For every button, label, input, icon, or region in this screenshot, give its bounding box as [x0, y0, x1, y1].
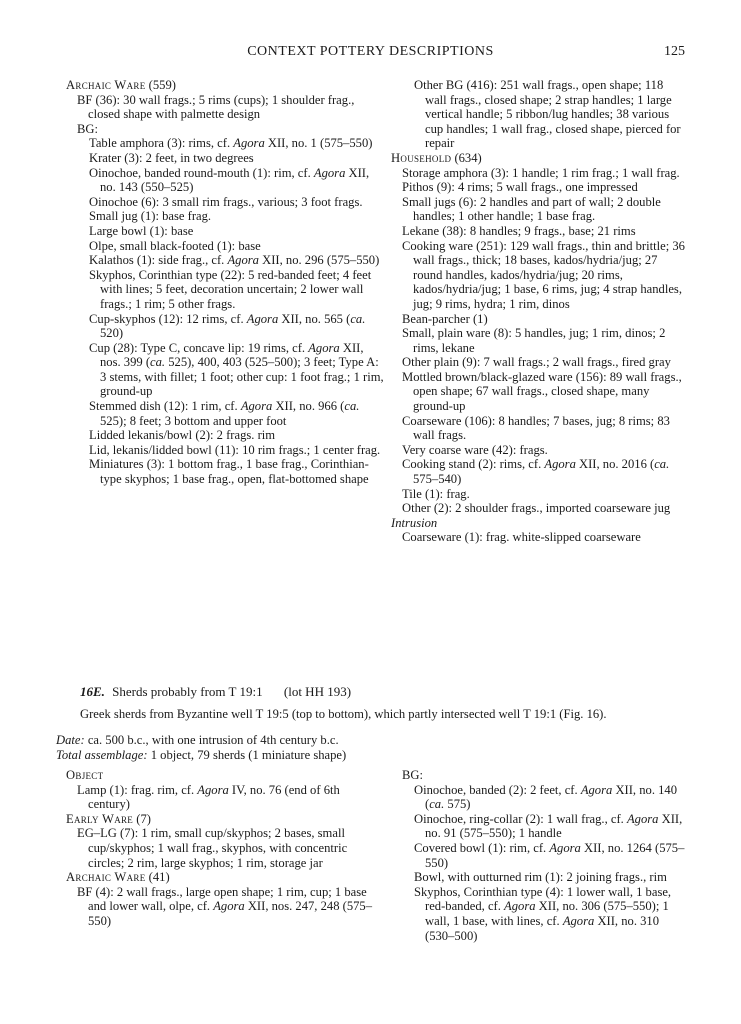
catalogue-entry [391, 195, 685, 224]
catalogue-entry [66, 166, 384, 195]
catalogue-entry [391, 414, 685, 443]
column-3 [66, 768, 384, 929]
catalogue-entry [66, 826, 384, 870]
entry-text: Other BG (416): 251 wall frags., open shape; 118 wall frags., closed shape; 2 strap handles; 1 large vertical handle; 5 ribbon/lug handles; 38 various cup handles; 1 wall frag., closed shape, pierced for repair [414, 78, 681, 151]
lot-label: 16E. [80, 684, 105, 699]
catalogue-entry [391, 870, 685, 885]
page-header [0, 44, 741, 64]
catalogue-entry [66, 443, 384, 458]
entry-text: Oinochoe, banded round-mouth (1): rim, cf. Agora XII, no. 143 (550–525) [89, 165, 370, 195]
catalogue-entry [391, 841, 685, 870]
entry-text: Large bowl (1): base [89, 223, 194, 238]
lot-intro: Greek sherds from Byzantine well T 19:5 (top to bottom), which partly intersected well T 19:1 (Fig. 16). [80, 707, 607, 721]
entry-text: Very coarse ware (42): frags. [402, 442, 548, 457]
entry-text: Skyphos, Corinthian type (4): 1 lower wall, 1 base, red-banded, cf. Agora XII, no. 306 (575–550); 1 wall, 1 base, with lines, cf. Agora XII, no. 310 (530–500) [414, 884, 672, 943]
catalogue-entry [391, 355, 685, 370]
catalogue-entry [66, 885, 384, 929]
entry-text: Tile (1): frag. [402, 486, 470, 501]
catalogue-entry [391, 783, 685, 812]
entry-text: (559) [145, 78, 176, 92]
entry-text: Storage amphora (3): 1 handle; 1 rim frag.; 1 wall frag. [402, 165, 680, 180]
entry-text: Pithos (9): 4 rims; 5 wall frags., one impressed [402, 180, 638, 195]
catalogue-entry [66, 268, 384, 312]
catalogue-entry [391, 239, 685, 312]
catalogue-entry [391, 326, 685, 355]
catalogue-entry [66, 399, 384, 428]
entry-text: Other plain (9): 7 wall frags.; 2 wall frags., fired gray [402, 355, 671, 370]
catalogue-entry [66, 195, 384, 210]
page-number: 125 [664, 44, 685, 59]
catalogue-entry [391, 78, 685, 151]
section-heading [66, 812, 384, 827]
catalogue-entry [391, 457, 685, 486]
total-label: Total assemblage: [56, 747, 148, 762]
catalogue-entry [391, 487, 685, 502]
lot-meta [56, 733, 696, 762]
heading-label: Household [391, 150, 452, 165]
catalogue-entry [66, 151, 384, 166]
entry-text: Other (2): 2 shoulder frags., imported coarseware jug [402, 501, 671, 516]
catalogue-entry [66, 224, 384, 239]
entry-text: BG: [402, 768, 423, 782]
catalogue-entry [391, 501, 685, 516]
entry-text: Oinochoe, banded (2): 2 feet, cf. Agora XII, no. 140 (ca. 575) [414, 782, 678, 812]
entry-text: EG–LG (7): 1 rim, small cup/skyphos; 2 bases, small cup/skyphos; 1 wall frag., skyphos, with concentric circles; 2 rim, large skyphos; 1 rim, storage jar [77, 826, 348, 870]
section-heading [66, 870, 384, 885]
column-4 [391, 768, 685, 943]
entry-text: Lamp (1): frag. rim, cf. Agora IV, no. 76 (end of 6th century) [77, 782, 340, 812]
catalogue-entry [391, 180, 685, 195]
entry-text: BF (36): 30 wall frags.; 5 rims (cups); 1 shoulder frag., closed shape with palmette design [77, 92, 355, 122]
total-text: 1 object, 79 sherds (1 miniature shape) [147, 747, 347, 762]
entry-text: Small jugs (6): 2 handles and part of wall; 2 double handles; 1 other handle; 1 base frag. [402, 194, 661, 224]
catalogue-entry [66, 457, 384, 486]
heading-label: Early Ware [66, 811, 134, 826]
entry-text: BF (4): 2 wall frags., large open shape; 1 rim, cup; 1 base and lower wall, olpe, cf. Agora XII, nos. 247, 248 (575–550) [77, 884, 373, 928]
entry-text: Small jug (1): base frag. [89, 209, 212, 224]
column-1 [66, 78, 384, 487]
lot-number: (lot HH 193) [283, 684, 352, 699]
catalogue-entry [391, 530, 685, 545]
section-heading [391, 151, 685, 166]
entry-text: Cooking ware (251): 129 wall frags., thin and brittle; 36 wall frags., thick; 18 bases, kados/hydria/jug; 27 round handles, kados/hydria/jug; 20 rims, kados/hydria/jug; 1 base, 6 rims, jug; 4 strap handles, jug; 9 rims, hydra; 1 rim, dinos [402, 238, 685, 311]
entry-text: Coarseware (1): frag. white-slipped coarseware [402, 530, 641, 545]
entry-text: Cup-skyphos (12): 12 rims, cf. Agora XII, no. 565 (ca. 520) [89, 311, 366, 341]
catalogue-entry [66, 93, 384, 122]
heading-label: Archaic Ware [66, 870, 146, 885]
catalogue-entry [391, 768, 685, 783]
catalogue-entry [66, 428, 384, 443]
entry-text: Table amphora (3): rims, cf. Agora XII, no. 1 (575–550) [89, 136, 373, 151]
entry-text: Cooking stand (2): rims, cf. Agora XII, no. 2016 (ca. 575–540) [402, 457, 670, 487]
entry-text: Krater (3): 2 feet, in two degrees [89, 150, 254, 165]
entry-text: Small, plain ware (8): 5 handles, jug; 1 rim, dinos; 2 rims, lekane [402, 326, 666, 355]
lot-title: Sherds probably from T 19:1 [112, 684, 263, 699]
running-title: CONTEXT POTTERY DESCRIPTIONS [247, 44, 494, 59]
entry-text: Kalathos (1): side frag., cf. Agora XII, no. 296 (575–550) [89, 253, 380, 268]
heading-label: Object [66, 768, 104, 782]
entry-text: Skyphos, Corinthian type (22): 5 red-banded feet; 4 feet with lines; 5 feet, decoration uncertain; 2 lower wall frags.; 1 rim; 5 other frags. [89, 267, 372, 311]
entry-text: Lekane (38): 8 handles; 9 frags., base; 21 rims [402, 223, 636, 238]
heading-label: Intrusion [391, 515, 438, 530]
catalogue-entry [66, 239, 384, 254]
entry-text: Bean-parcher (1) [402, 311, 488, 326]
entry-text: BG: [77, 121, 98, 136]
catalogue-entry [391, 812, 685, 841]
entry-text: Coarseware (106): 8 handles; 7 bases, jug; 8 rims; 83 wall frags. [402, 413, 670, 443]
catalogue-entry [391, 885, 685, 943]
entry-text: Oinochoe (6): 3 small rim frags., various; 3 foot frags. [89, 194, 363, 209]
entry-text: (41) [145, 870, 170, 885]
section-heading [391, 516, 685, 531]
catalogue-entry [391, 370, 685, 414]
entry-text: Stemmed dish (12): 1 rim, cf. Agora XII, no. 966 (ca. 525); 8 feet; 3 bottom and upper foot [89, 399, 360, 428]
entry-text: Olpe, small black-footed (1): base [89, 238, 261, 253]
entry-text: (7) [133, 811, 151, 826]
catalogue-entry [391, 224, 685, 239]
catalogue-entry [66, 312, 384, 341]
catalogue-entry [66, 341, 384, 399]
entry-text: Lidded lekanis/bowl (2): 2 frags. rim [89, 428, 276, 443]
heading-label: Archaic Ware [66, 78, 146, 92]
catalogue-entry [391, 443, 685, 458]
entry-text: (634) [451, 150, 482, 165]
date-text: ca. 500 b.c., with one intrusion of 4th century b.c. [84, 733, 339, 747]
catalogue-entry [66, 783, 384, 812]
entry-text: Cup (28): Type C, concave lip: 19 rims, cf. Agora XII, nos. 399 (ca. 525), 400, 403 (525–500); 3 feet; Type A: 3 stems, with fillet; 1 foot; other cup: 1 foot frag.; 1 rim, ground-up [89, 340, 384, 399]
date-label: Date: [56, 733, 85, 747]
catalogue-entry [391, 312, 685, 327]
lot-heading [80, 684, 700, 700]
entry-text: Covered bowl (1): rim, cf. Agora XII, no. 1264 (575–550) [414, 840, 685, 870]
section-heading [66, 78, 384, 93]
entry-text: Miniatures (3): 1 bottom frag., 1 base frag., Corinthian-type skyphos; 1 base frag., open, flat-bottomed shape [89, 457, 369, 487]
catalogue-entry [66, 122, 384, 137]
catalogue-entry [66, 253, 384, 268]
entry-text: Oinochoe, ring-collar (2): 1 wall frag., cf. Agora XII, no. 91 (575–550); 1 handle [414, 811, 683, 841]
catalogue-entry [66, 136, 384, 151]
entry-text: Lid, lekanis/lidded bowl (11): 10 rim frags.; 1 center frag. [89, 442, 381, 457]
entry-text: Mottled brown/black-glazed ware (156): 89 wall frags., open shape; 67 wall frags., closed shape, many ground-up [402, 369, 682, 414]
catalogue-entry [66, 209, 384, 224]
column-2 [391, 78, 685, 545]
section-heading [66, 768, 384, 783]
entry-text: Bowl, with outturned rim (1): 2 joining frags., rim [414, 870, 667, 885]
catalogue-entry [391, 166, 685, 181]
